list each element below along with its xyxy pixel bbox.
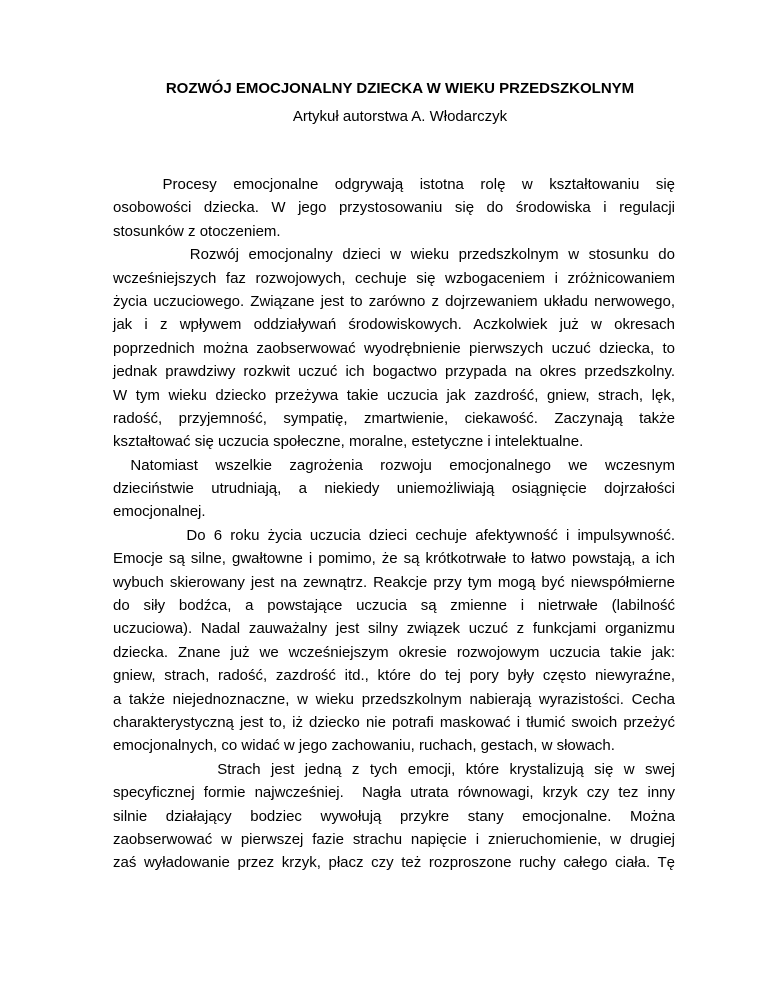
text-line: wybuch skierowany jest na zewnątrz. Reakcje przy tym mogą być niewspółmierne — [113, 573, 675, 591]
text-line: życia uczuciowego. Związane jest to zarówno z dojrzewaniem układu nerwowego, — [113, 292, 675, 310]
text-line: dzieciństwie utrudniają, a niekiedy uniemożliwiają osiągnięcie dojrzałości — [113, 480, 675, 498]
text-line: Procesy emocjonalne odgrywają istotna rolę w kształtowaniu się — [113, 176, 675, 193]
text-line: dziecka. Znane już we wcześniejszym okresie rozwojowym uczucia takie jak: — [113, 643, 675, 661]
text-line: Rozwój emocjonalny dzieci w wieku przedszkolnym w stosunku do — [113, 246, 675, 264]
text-line: stosunków z otoczeniem. — [113, 222, 281, 240]
text-line: silnie działający bodziec wywołują przykre stany emocjonalne. Można — [113, 807, 675, 825]
text-line: specyficznej formie najwcześniej. Nagła utrata równowagi, krzyk czy tez inny — [113, 784, 675, 802]
text-line: Natomiast wszelkie zagrożenia rozwoju emocjonalnego we wczesnym — [113, 456, 675, 474]
text-line: zaobserwować w pierwszej fazie strachu napięcie i znieruchomienie, w drugiej — [113, 830, 675, 848]
text-line: emocjonalnych, co widać w jego zachowaniu, ruchach, gestach, w słowach. — [113, 737, 615, 755]
text-line: jak i z wpływem oddziaływań środowiskowych. Aczkolwiek już w okresach — [113, 316, 675, 334]
text-line: kształtować się uczucia społeczne, moralne, estetyczne i intelektualne. — [113, 433, 584, 451]
text-line: osobowości dziecka. W jego przystosowaniu się do środowiska i regulacji — [113, 199, 675, 217]
text-line: a także niejednoznaczne, w wieku przedszkolnym nabierają wyrazistości. Cecha — [113, 690, 675, 708]
text-line: charakterystyczną jest to, iż dziecko nie potrafi maskować i tłumić swoich przeżyć — [113, 713, 675, 731]
text-line: jednak prawdziwy rozkwit uczuć ich bogactwo przypada na okres przedszkolny. — [113, 363, 675, 381]
text-line: W tym wieku dziecko przeżywa takie uczucia jak zazdrość, gniew, strach, lęk, — [113, 386, 675, 404]
text-line: radość, przyjemność, sympatię, zmartwienie, ciekawość. Zaczynają także — [113, 409, 675, 427]
document-subtitle: Artykuł autorstwa A. Włodarczyk — [292, 108, 508, 125]
text-line: Emocje są silne, gwałtowne i pomimo, że są krótkotrwałe to łatwo powstają, a ich — [113, 550, 675, 568]
document-body — [113, 173, 675, 875]
text-line: do siły bodźca, a powstające uczucia są zmienne i nietrwałe (labilność — [113, 597, 675, 615]
text-line: poprzednich można zaobserwować wyodrębnienie pierwszych uczuć dziecka, to — [113, 339, 675, 357]
document-title: ROZWÓJ EMOCJONALNY DZIECKA W WIEKU PRZEDSZKOLNYM — [165, 80, 635, 97]
text-line: Strach jest jedną z tych emocji, które krystalizują się w swej — [113, 760, 675, 778]
text-line: Do 6 roku życia uczucia dzieci cechuje afektywność i impulsywność. — [113, 526, 675, 544]
text-line: zaś wyładowanie przez krzyk, płacz czy też rozproszone ruchy całego ciała. Tę — [113, 854, 675, 872]
text-line: uczuciowa). Nadal zauważalny jest silny związek uczuć z funkcjami organizmu — [113, 620, 675, 638]
text-line: gniew, strach, radość, zazdrość itd., które do tej pory były często niewyraźne, — [113, 667, 675, 685]
text-line: wcześniejszych faz rozwojowych, cechuje się wzbogaceniem i zróżnicowaniem — [113, 269, 675, 287]
text-line: emocjonalnej. — [113, 503, 206, 521]
